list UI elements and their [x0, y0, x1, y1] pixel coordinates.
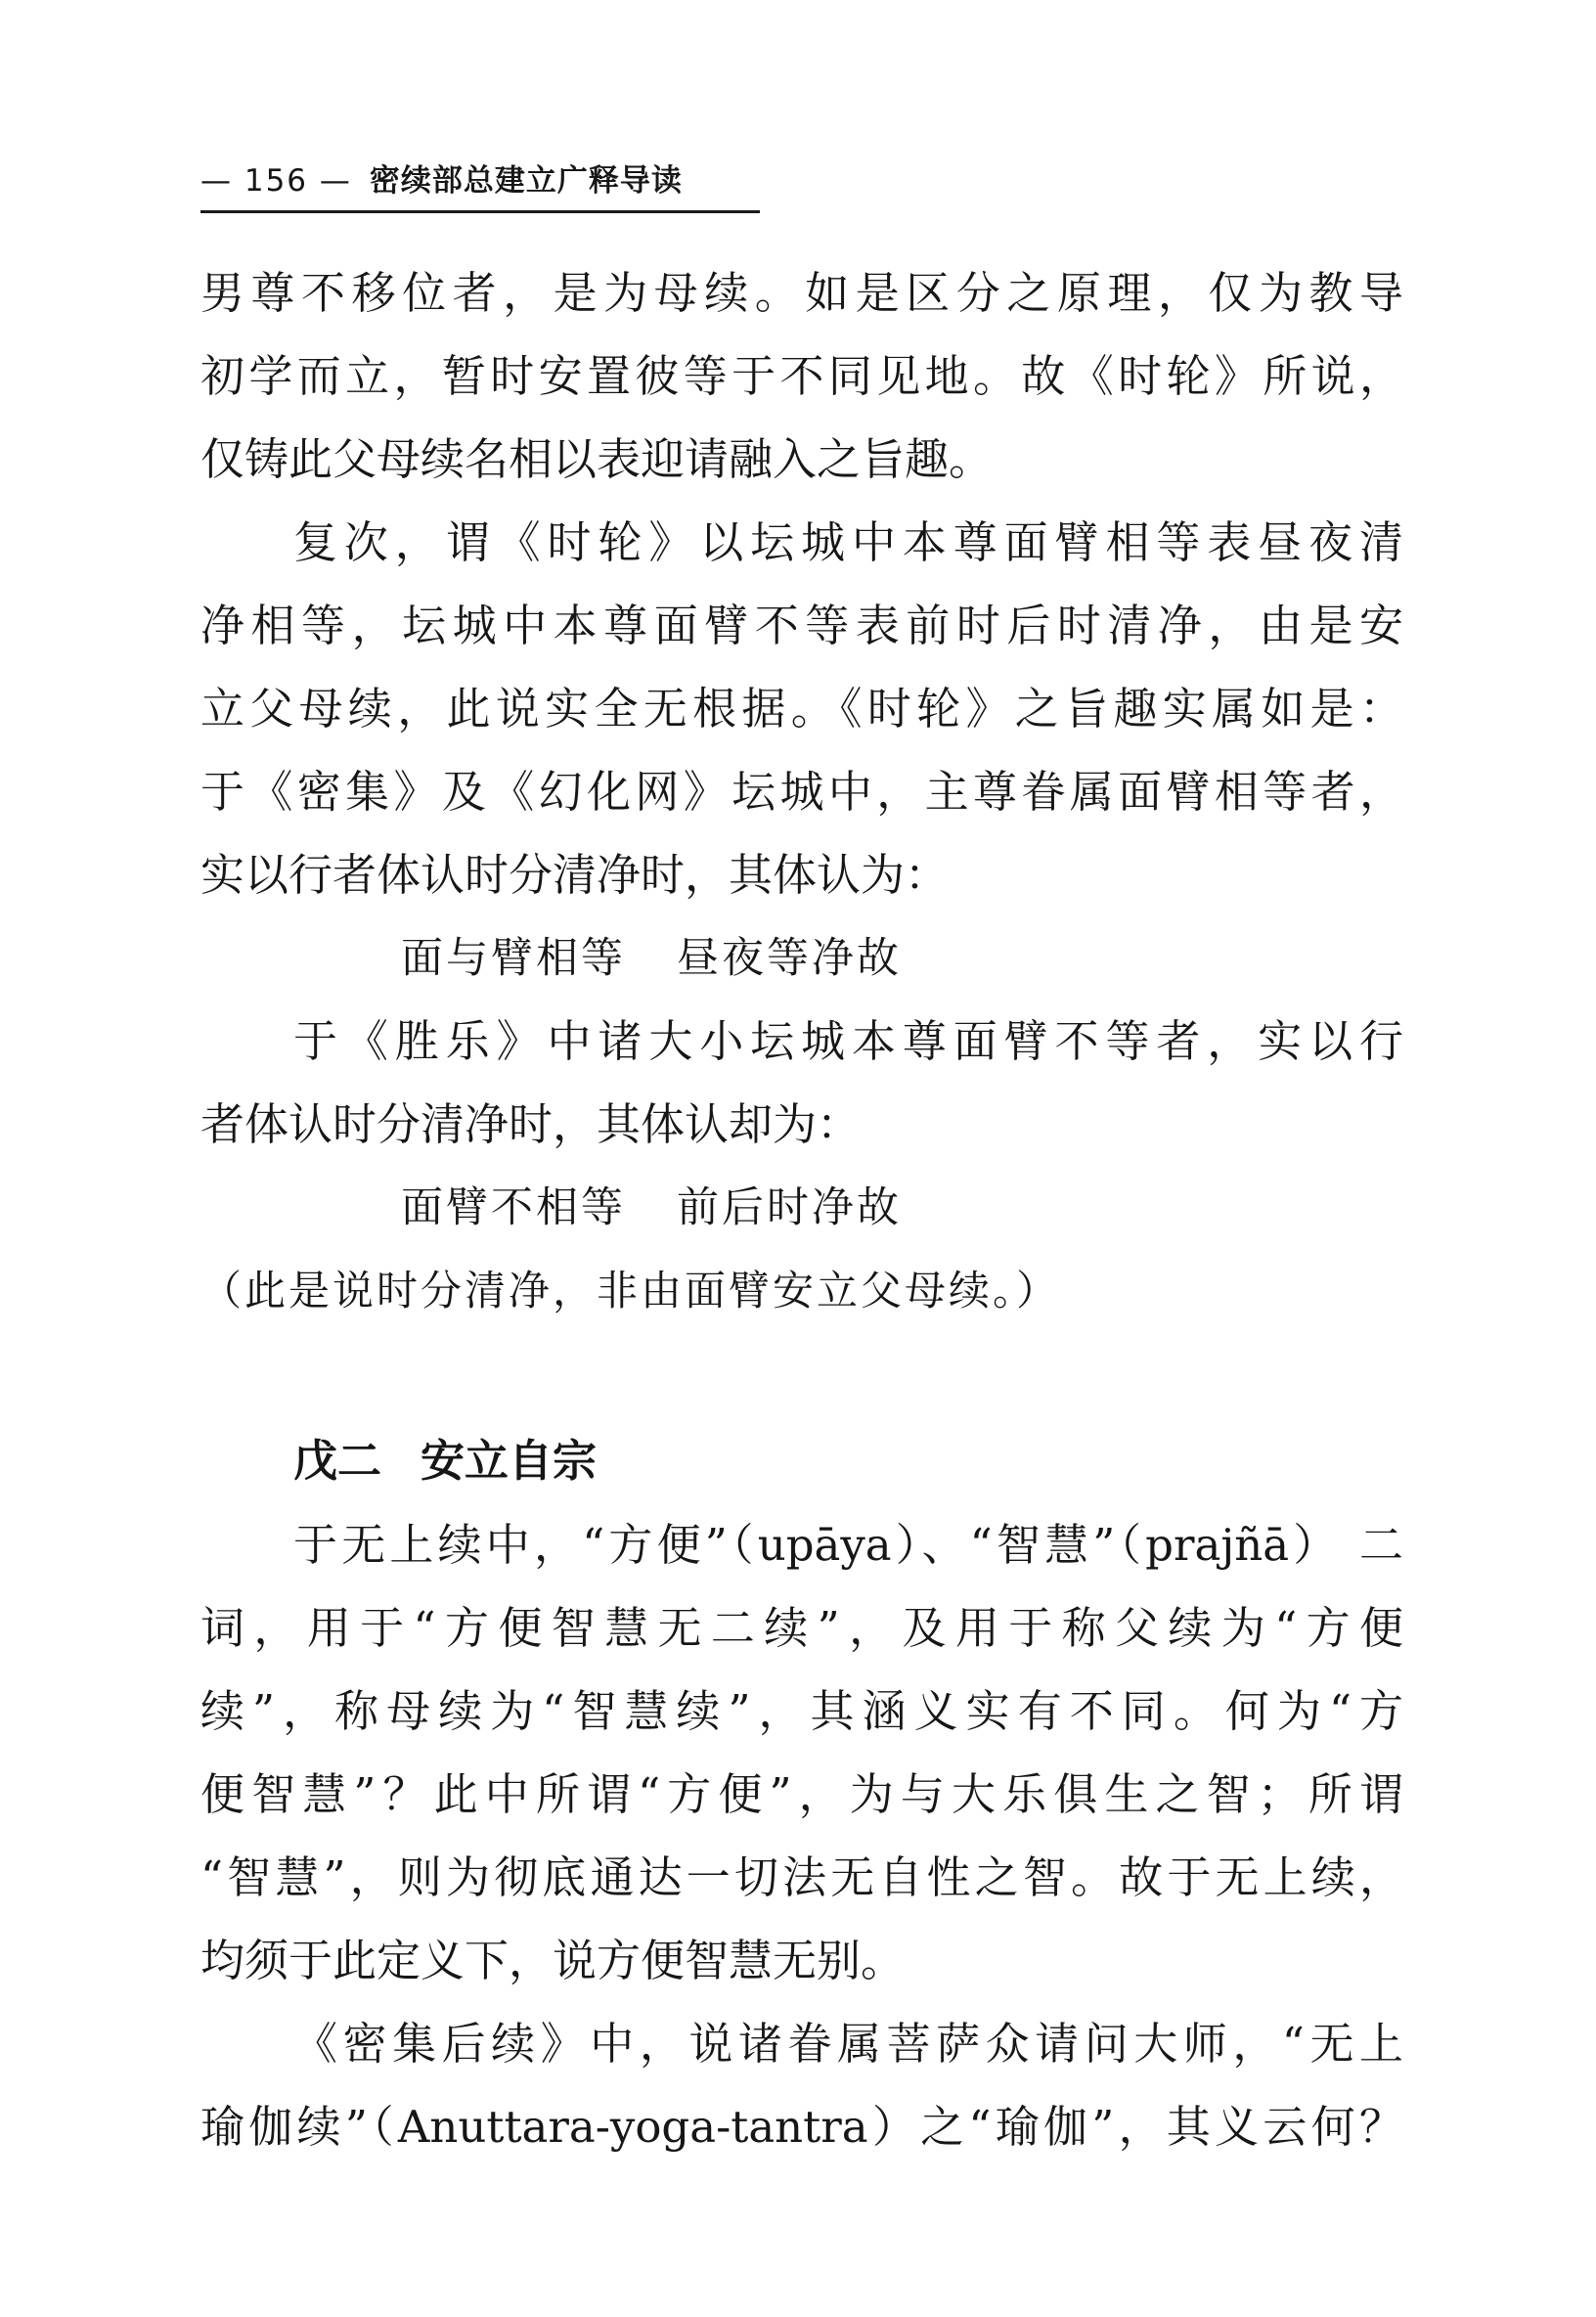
book-title: 密续部总建立广释导读	[369, 163, 683, 199]
section-number: 戊二	[293, 1435, 382, 1487]
section-title: 安立自宗	[421, 1435, 598, 1487]
body-line: 净相等，坛城中本尊面臂不等表前时后时清净，由是安	[200, 600, 1403, 651]
verse-half: 面与臂相等	[401, 934, 626, 983]
parenthetical-note: （此是说时分清净，非由面臂安立父母续。）	[200, 1267, 1061, 1314]
body-line: 均须于此定义下，说方便智慧无别。	[200, 1935, 906, 1986]
body-line: 立父母续，此说实全无根据。《时轮》之旨趣实属如是：	[200, 683, 1403, 735]
body-line: 于《胜乐》中诸大小坛城本尊面臂不等者，实以行	[293, 1015, 1403, 1067]
verse-half: 面臂不相等	[401, 1183, 626, 1232]
body-line: “智慧”，则为彻底通达一切法无自性之智。故于无上续，	[200, 1851, 1403, 1903]
verse-half: 前后时净故	[677, 1183, 902, 1232]
page-number: — 156 —	[200, 163, 352, 199]
verse-line	[401, 1179, 902, 1237]
body-line: 《密集后续》中，说诸眷属菩萨众请问大师，“无上	[293, 2018, 1403, 2070]
section-heading	[293, 1432, 597, 1491]
body-line: 续”，称母续为“智慧续”，其涵义实有不同。何为“方	[200, 1685, 1403, 1737]
body-line: 词，用于“方便智慧无二续”，及用于称父续为“方便	[200, 1602, 1403, 1654]
body-line: 初学而立，暂时安置彼等于不同见地。故《时轮》所说，	[200, 350, 1403, 402]
running-header	[200, 159, 760, 213]
body-line: 便智慧”？此中所谓“方便”，为与大乐俱生之智；所谓	[200, 1768, 1403, 1820]
body-line: 男尊不移位者，是为母续。如是区分之原理，仅为教导	[200, 267, 1403, 319]
verse-line	[401, 929, 902, 988]
body-line: 仅铸此父母续名相以表迎请融入之旨趣。	[200, 433, 994, 485]
body-line: 复次，谓《时轮》以坛城中本尊面臂相等表昼夜清	[293, 516, 1403, 568]
body-line: 于《密集》及《幻化网》坛城中，主尊眷属面臂相等者，	[200, 766, 1403, 818]
verse-half: 昼夜等净故	[677, 934, 902, 983]
body-line: 于无上续中，“方便”（upāya）、“智慧”（prajñā） 二	[293, 1519, 1403, 1571]
body-line: 瑜伽续”（Anuttara-yoga-tantra）之“瑜伽”，其义云何？	[200, 2101, 1403, 2153]
body-line: 实以行者体认时分清净时，其体认为：	[200, 849, 950, 901]
body-line: 者体认时分清净时，其体认却为：	[200, 1098, 862, 1150]
